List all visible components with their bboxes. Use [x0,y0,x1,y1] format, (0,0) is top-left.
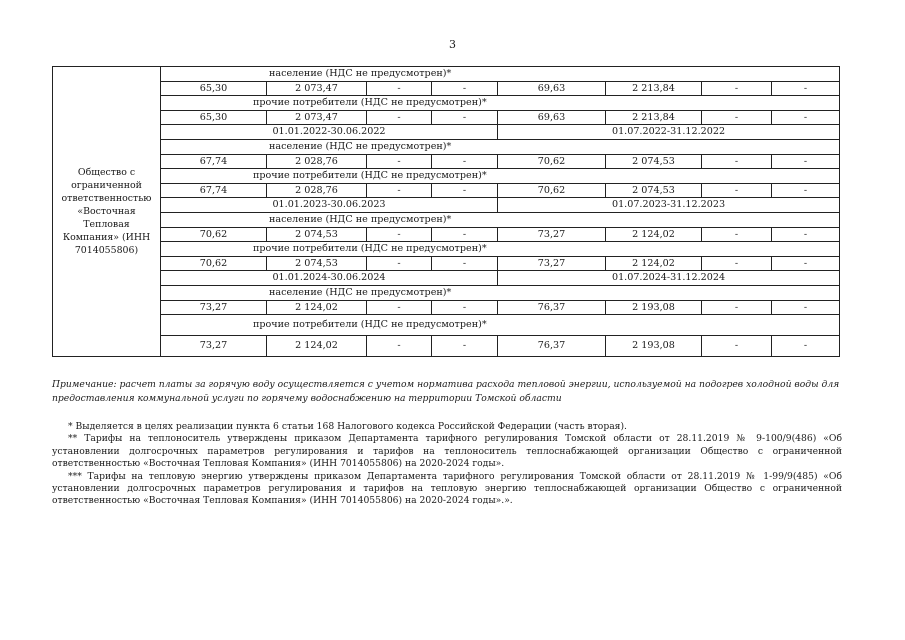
table-cell: - [432,154,498,169]
table-cell: 65,30 [161,110,267,125]
table-cell: 70,62 [161,227,267,242]
table-cell: 69,63 [498,81,606,96]
table-cell: 73,27 [498,227,606,242]
table-cell: - [702,154,772,169]
table-cell: 2 124,02 [606,227,702,242]
table-row-period [53,271,840,286]
table-cell: 2 124,02 [606,256,702,271]
table-cell: 70,62 [498,183,606,198]
table-row-period [53,198,840,213]
table-row-group-other [53,242,840,257]
table-cell: - [432,81,498,96]
table-cell: 2 074,53 [606,154,702,169]
table-cell: - [772,81,840,96]
table-cell: - [432,300,498,315]
tariff-table [52,66,840,357]
organization-cell: Общество с ограниченной ответственностью «Восточная Тепловая Компания» (ИНН 7014055806) [53,67,161,357]
table-cell: 2 074,53 [267,256,367,271]
group-label-other: прочие потребители (НДС не предусмотрен)* [161,96,840,111]
table-row [53,227,840,242]
footnote-2: ** Тарифы на теплоноситель утверждены приказом Департамента тарифного регулирования Томской области от 28.11.2019 № 9-100/9(486) «Об установлении долгосрочных параметров регулирования и тарифов на теплоноситель теплоснабжающей организации Общество с ограниченной ответственностью «Восточная Тепловая Компания» (ИНН 7014055806) на 2020-2024 годы». [52,433,842,470]
group-label-other: прочие потребители (НДС не предусмотрен)* [161,242,840,257]
group-label-population: население (НДС не предусмотрен)* [161,67,840,82]
table-cell: - [432,336,498,357]
period-label: 01.01.2024-30.06.2024 [161,271,498,286]
period-label: 01.07.2023-31.12.2023 [498,198,840,213]
table-cell: - [367,227,432,242]
table-cell: - [367,300,432,315]
table-cell: 2 028,76 [267,154,367,169]
table-cell: - [432,256,498,271]
table-cell: - [432,110,498,125]
table-cell: 2 124,02 [267,336,367,357]
table-cell: - [702,256,772,271]
table-row-group-population [53,67,840,82]
table-cell: 69,63 [498,110,606,125]
table-cell: - [702,110,772,125]
table-cell: - [432,227,498,242]
table-row [53,183,840,198]
table-cell: 67,74 [161,183,267,198]
table-cell: 2 213,84 [606,110,702,125]
table-cell: 76,37 [498,336,606,357]
period-label: 01.01.2022-30.06.2022 [161,125,498,140]
table-cell: 2 213,84 [606,81,702,96]
period-label: 01.07.2024-31.12.2024 [498,271,840,286]
table-cell: - [772,110,840,125]
period-label: 01.01.2023-30.06.2023 [161,198,498,213]
table-cell: 73,27 [498,256,606,271]
table-cell: - [367,81,432,96]
table-row-group-other [53,169,840,184]
table-row-group-other [53,315,840,336]
table-cell: - [772,336,840,357]
table-cell: - [367,256,432,271]
footnote-1: * Выделяется в целях реализации пункта 6 статьи 168 Налогового кодекса Российской Федерации (часть вторая). [68,421,627,432]
group-label-other: прочие потребители (НДС не предусмотрен)* [161,169,840,184]
table-cell: - [367,336,432,357]
table-cell: - [702,227,772,242]
table-cell: 2 073,47 [267,110,367,125]
group-label-population: население (НДС не предусмотрен)* [161,139,840,154]
table-row-group-population [53,212,840,227]
table-row-group-population [53,285,840,300]
table-row [53,256,840,271]
page-number: 3 [449,38,456,51]
table-row [53,110,840,125]
table-cell: - [772,300,840,315]
table-row [53,336,840,357]
table-cell: - [702,336,772,357]
table-cell: 2 074,53 [267,227,367,242]
table-cell: 73,27 [161,336,267,357]
table-cell: - [367,183,432,198]
table-row-group-other [53,96,840,111]
group-label-population: население (НДС не предусмотрен)* [161,285,840,300]
table-cell: 2 074,53 [606,183,702,198]
table-cell: 2 124,02 [267,300,367,315]
table-cell: - [432,183,498,198]
table-row-group-population [53,139,840,154]
table-cell: 2 193,08 [606,336,702,357]
table-cell: - [772,154,840,169]
group-label-population: население (НДС не предусмотрен)* [161,212,840,227]
table-cell: 73,27 [161,300,267,315]
table-row [53,154,840,169]
table-cell: - [772,256,840,271]
table-cell: 70,62 [498,154,606,169]
table-row [53,300,840,315]
footnote-3: *** Тарифы на тепловую энергию утверждены приказом Департамента тарифного регулирования Томской области от 28.11.2019 № 1-99/9(485) «Об установлении долгосрочных параметров регулирования и тарифов на тепловую энергию теплоснабжающей организации Общество с ограниченной ответственностью «Восточная Тепловая Компания» (ИНН 7014055806) на 2020-2024 годы».». [52,470,842,507]
table-cell: 2 073,47 [267,81,367,96]
period-label: 01.07.2022-31.12.2022 [498,125,840,140]
table-cell: 70,62 [161,256,267,271]
table-row [53,81,840,96]
footnotes [52,421,842,508]
table-cell: - [702,300,772,315]
table-cell: - [702,183,772,198]
table-cell: - [367,154,432,169]
table-cell: - [367,110,432,125]
table-cell: - [702,81,772,96]
table-cell: 2 193,08 [606,300,702,315]
note-paragraph: Примечание: расчет платы за горячую воду осуществляется с учетом норматива расхода тепловой энергии, используемой на подогрев холодной воды для предоставления коммунальной услуги по горячему водоснабжению на территории Томской области [52,379,840,404]
table-cell: 67,74 [161,154,267,169]
table-cell: 76,37 [498,300,606,315]
table-cell: - [772,183,840,198]
table-cell: 2 028,76 [267,183,367,198]
table-row-period [53,125,840,140]
table-cell: 65,30 [161,81,267,96]
table-cell: - [772,227,840,242]
group-label-other: прочие потребители (НДС не предусмотрен)* [161,315,840,336]
